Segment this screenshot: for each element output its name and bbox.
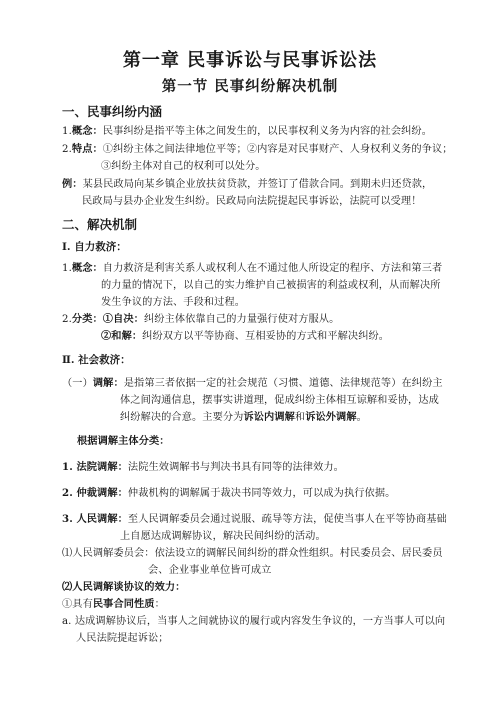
self-help-concept-term: 概念：: [71, 262, 103, 274]
mediation-number: （一）: [62, 378, 93, 389]
heading-resolution-mechanism: 二、解决机制: [62, 217, 138, 232]
item-a-text-2: 人民法院提起诉讼；: [76, 633, 169, 644]
feature-text-1: ①纠纷主体之间法律地位平等；②内容是对民事财产、人身权利义务的争议；: [102, 144, 453, 155]
mediation-text-3-mid: 和: [294, 412, 306, 423]
concept-text: 民事纠纷是指平等主体之间发生的，以民事权利义务为内容的社会纠纷。: [102, 126, 432, 137]
feature-number: 2.: [62, 144, 72, 155]
concept-line: [62, 125, 432, 138]
example-text-2: 民政局与县办企业发生纠纷。民政局向法院提起民事诉讼，法院可以受理！: [82, 196, 422, 207]
mediation-text-1: 是指第三者依据一定的社会规范（习惯、道德、法律规范等）在纠纷主: [123, 378, 443, 389]
self-help-concept-text-3: 发生争议的方法、手段和过程。: [101, 297, 246, 308]
self-help-concept-text-2: 的力量的情况下，以自己的实力维护自己被损害的利益或权利，从而解决所: [101, 280, 441, 291]
settlement-text: 纠纷双方以平等协商、互相妥协的方式和平解决纠纷。: [142, 331, 390, 342]
contract-nature-term: 民事合同性质: [92, 598, 155, 610]
people-mediation-term: 3. 人民调解：: [62, 513, 128, 525]
arbitration-mediation-line: [62, 487, 395, 500]
classification-by-subject: 根据调解主体分类：: [77, 435, 170, 447]
self-help-concept-text-1: 自力救济是利害关系人或权利人在不通过他人所设定的程序、方法和第三者: [102, 263, 443, 274]
agreement-effect-heading: ⑵人民调解谈协议的效力：: [62, 581, 186, 593]
mediation-term: 调解：: [92, 377, 124, 389]
self-help-concept-line: [62, 262, 442, 275]
court-mediation-line: [62, 461, 344, 474]
people-mediation-line: [62, 513, 447, 526]
concept-number: 1.: [62, 126, 72, 137]
item-a-text-1: a. 达成调解协议后，当事人之间就协议的履行或内容发生争议的，一方当事人可以向: [62, 616, 446, 627]
committee-text-2: 会、企业事业单位皆可成立: [148, 565, 272, 576]
example-line: [62, 178, 432, 191]
court-mediation-text: 法院生效调解书与判决书具有同等的法律效力。: [127, 462, 344, 473]
settlement-line: [101, 330, 389, 343]
classification-line: [62, 313, 339, 326]
self-help-concept-number: 1.: [62, 263, 72, 274]
section-title: 第一节 民事纠纷解决机制: [161, 78, 339, 95]
arbitration-mediation-text: 仲裁机构的调解属于裁决书同等效力，可以成为执行依据。: [127, 488, 396, 499]
example-term: 例：: [62, 178, 83, 190]
mediation-text-3: [120, 411, 367, 424]
social-relief-heading: Ⅱ. 社会救济：: [62, 354, 131, 366]
feature-line: [62, 143, 453, 156]
in-litigation-mediation: 诉讼内调解: [243, 411, 295, 423]
classification-number: 2.: [62, 314, 72, 325]
out-of-litigation-mediation: 诉讼外调解: [305, 411, 357, 423]
feature-term: 特点：: [71, 143, 103, 155]
court-mediation-term: 1. 法院调解：: [62, 461, 128, 473]
committee-text-1: ⑴人民调解委员会：依法设立的调解民间纠纷的群众性组织。村民委员会、居民委员: [62, 548, 443, 559]
mediation-text-3-end: 。: [356, 412, 367, 423]
contract-nature-line: [62, 598, 165, 611]
self-decision-term: ①自决：: [102, 313, 144, 325]
feature-text-2: ③纠纷主体对自己的权利可以处分。: [101, 161, 266, 172]
concept-term: 概念：: [71, 125, 103, 137]
classification-term: 分类：: [71, 313, 103, 325]
contract-nature-pre: ①具有: [62, 599, 93, 610]
contract-nature-end: ：: [154, 599, 165, 610]
example-text-1: 某县民政局向某乡镇企业放扶贫贷款，并签订了借款合同。到期未归还贷款，: [82, 179, 433, 190]
people-mediation-text-2: 上自愿达成调解协议，解决民间纠纷的活动。: [120, 531, 326, 542]
self-help-heading: Ⅰ. 自力救济：: [62, 241, 127, 253]
settlement-term: ②和解：: [101, 330, 143, 342]
heading-dispute-connotation: 一、民事纠纷内涵: [62, 104, 163, 119]
mediation-text-2: 体之间沟通信息，摆事实讲道理，促成纠纷主体相互谅解和妥协，达成: [120, 395, 439, 406]
mediation-line: [62, 377, 443, 390]
people-mediation-text-1: 至人民调解委员会通过说服、疏导等方法，促使当事人在平等协商基础: [127, 514, 447, 525]
mediation-text-3-pre: 纠纷解决的合意。主要分为: [120, 412, 244, 423]
self-decision-text: 纠纷主体依靠自己的力量强行使对方服从。: [143, 314, 340, 325]
arbitration-mediation-term: 2. 仲裁调解：: [62, 487, 128, 499]
chapter-title: 第一章 民事诉讼与民事诉讼法: [122, 50, 378, 71]
